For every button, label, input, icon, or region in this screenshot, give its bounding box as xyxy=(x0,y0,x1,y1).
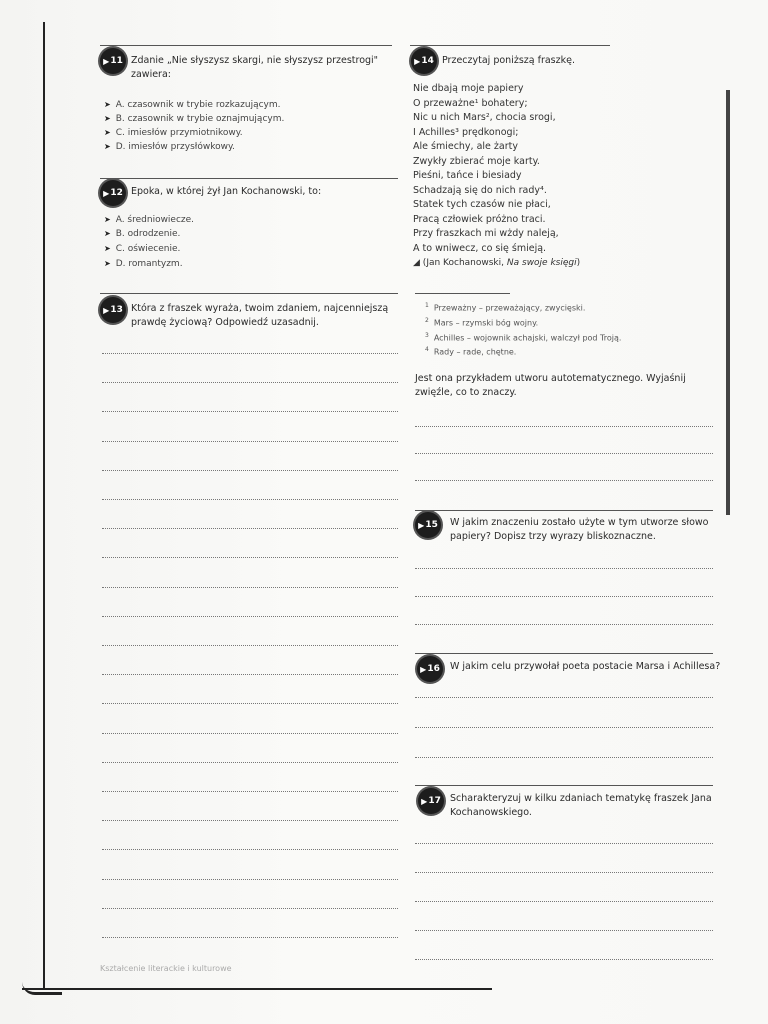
poem-line: A to wniwecz, co się śmieją. xyxy=(413,242,547,254)
q14-number-badge: ▶ 14 xyxy=(411,48,437,74)
answer-line[interactable] xyxy=(415,596,713,597)
q16-number-badge: ▶ 16 xyxy=(417,656,443,682)
answer-line[interactable] xyxy=(415,959,713,960)
answer-line[interactable] xyxy=(102,470,398,471)
poem-line: Pieśni, tańce i biesiady xyxy=(413,170,522,181)
poem xyxy=(413,82,580,271)
poem-line: Przy fraszkach mi wżdy naleją, xyxy=(413,228,559,239)
answer-line[interactable] xyxy=(415,930,713,931)
play-arrow-icon: ▶ xyxy=(421,796,428,806)
answer-line[interactable] xyxy=(102,645,398,646)
play-arrow-icon: ▶ xyxy=(420,664,427,674)
poem-line: Schadzają się do nich rady⁴. xyxy=(413,184,547,196)
q11-option-d[interactable]: ➤ D. imiesłów przysłówkowy. xyxy=(104,142,235,152)
q12-option-d[interactable]: ➤ D. romantyzm. xyxy=(104,259,183,269)
answer-line[interactable] xyxy=(415,453,713,454)
q13-top-rule xyxy=(100,293,398,294)
answer-line[interactable] xyxy=(102,791,398,792)
footnote: $^4$ Rady – rade, chętne. xyxy=(425,346,517,357)
poem-line: Statek tych czasów nie płaci, xyxy=(413,199,551,210)
option-arrow-icon: ➤ xyxy=(104,229,111,238)
option-arrow-icon: ➤ xyxy=(104,244,111,253)
answer-line[interactable] xyxy=(102,703,398,704)
q17-top-rule xyxy=(415,785,713,786)
q12-option-b[interactable]: ➤ B. odrodzenie. xyxy=(104,229,181,239)
poem-line: Zwykły zbierać moje karty. xyxy=(413,155,540,167)
q15-number-badge: ▶ 15 xyxy=(415,512,441,538)
bottom-rule xyxy=(22,988,492,990)
answer-line[interactable] xyxy=(102,762,398,763)
play-arrow-icon: ▶ xyxy=(418,520,425,530)
bottom-rule-curl xyxy=(22,982,62,995)
answer-line[interactable] xyxy=(102,733,398,734)
q13-question: Która z fraszek wyraża, twoim zdaniem, najcenniejszą prawdę życiową? Odpowiedź uzasadnij. xyxy=(131,303,389,328)
q14-task: Jest ona przykładem utworu autotematycznego. Wyjaśnij zwięźle, co to znaczy. xyxy=(415,373,686,398)
q11-top-rule xyxy=(100,45,392,46)
option-arrow-icon: ➤ xyxy=(104,259,111,268)
q12-option-c[interactable]: ➤ C. oświecenie. xyxy=(104,244,181,254)
option-arrow-icon: ➤ xyxy=(104,142,111,151)
answer-line[interactable] xyxy=(102,528,398,529)
q11-question: Zdanie „Nie słyszysz skargi, nie słyszysz przestrogi" zawiera: xyxy=(131,55,379,80)
poem-line: Nie dbają moje papiery xyxy=(413,83,524,94)
answer-line[interactable] xyxy=(102,616,398,617)
answer-line[interactable] xyxy=(415,568,713,569)
footnote-rule xyxy=(415,293,510,294)
answer-line[interactable] xyxy=(102,587,398,588)
q11-option-b[interactable]: ➤ B. czasownik w trybie oznajmującym. xyxy=(104,114,285,124)
play-arrow-icon: ▶ xyxy=(103,56,110,66)
footnote: $^1$ Przeważny – przeważający, zwycięski. xyxy=(425,302,586,313)
play-arrow-icon: ▶ xyxy=(103,305,110,315)
answer-line[interactable] xyxy=(415,624,713,625)
answer-line[interactable] xyxy=(102,441,398,442)
q16-question: W jakim celu przywołał poeta postacie Marsa i Achillesa? xyxy=(450,661,721,672)
q15-question: W jakim znaczeniu zostało użyte w tym utworze słowo papiery? Dopisz trzy wyrazy bliskoznaczne. xyxy=(450,517,709,542)
source-marker-icon: ◢ xyxy=(413,258,423,268)
q11-number-badge: ▶ 11 xyxy=(100,48,126,74)
answer-line[interactable] xyxy=(415,426,713,427)
answer-line[interactable] xyxy=(415,480,713,481)
answer-line[interactable] xyxy=(102,820,398,821)
option-arrow-icon: ➤ xyxy=(104,100,111,109)
q12-number-badge: ▶ 12 xyxy=(100,180,126,206)
poem-line: Pracą człowiek próżno traci. xyxy=(413,213,546,225)
answer-line[interactable] xyxy=(102,908,398,909)
q17-question: Scharakteryzuj w kilku zdaniach tematykę fraszek Jana Kochanowskiego. xyxy=(450,793,712,818)
q16-top-rule xyxy=(415,653,713,654)
answer-line[interactable] xyxy=(102,411,398,412)
poem-source: ◢ (Jan Kochanowski, Na swoje księgi) xyxy=(413,258,581,268)
answer-line[interactable] xyxy=(102,382,398,383)
answer-line[interactable] xyxy=(102,557,398,558)
page-footer: Kształcenie literackie i kulturowe xyxy=(100,964,232,973)
option-arrow-icon: ➤ xyxy=(104,215,111,224)
answer-line[interactable] xyxy=(102,849,398,850)
answer-line[interactable] xyxy=(415,872,713,873)
footnote: $^2$ Mars – rzymski bóg wojny. xyxy=(425,317,539,328)
answer-line[interactable] xyxy=(102,879,398,880)
footnote: $^3$ Achilles – wojownik achajski, walczył pod Troją. xyxy=(425,332,622,343)
page-edge-shadow xyxy=(726,90,730,515)
poem-line: Nic u nich Mars², chocia srogi, xyxy=(413,112,556,123)
poem-line: Ale śmiechy, ale żarty xyxy=(413,141,518,152)
q12-question: Epoka, w której żył Jan Kochanowski, to: xyxy=(131,186,322,197)
play-arrow-icon: ▶ xyxy=(414,56,421,66)
answer-line[interactable] xyxy=(415,757,713,758)
margin-line xyxy=(43,22,45,990)
option-arrow-icon: ➤ xyxy=(104,114,111,123)
answer-line[interactable] xyxy=(415,727,713,728)
play-arrow-icon: ▶ xyxy=(103,188,110,198)
q14-question: Przeczytaj poniższą fraszkę. xyxy=(442,55,575,66)
q15-top-rule xyxy=(415,510,713,511)
q12-option-a[interactable]: ➤ A. średniowiecze. xyxy=(104,215,195,225)
answer-line[interactable] xyxy=(102,937,398,938)
q11-option-c[interactable]: ➤ C. imiesłów przymiotnikowy. xyxy=(104,128,243,138)
q13-number-badge: ▶ 13 xyxy=(100,297,126,323)
answer-line[interactable] xyxy=(102,353,398,354)
answer-line[interactable] xyxy=(415,901,713,902)
answer-line[interactable] xyxy=(102,499,398,500)
answer-line[interactable] xyxy=(415,697,713,698)
q17-number-badge: ▶ 17 xyxy=(418,788,444,814)
q11-option-a[interactable]: ➤ A. czasownik w trybie rozkazującym. xyxy=(104,100,281,110)
q14-top-rule xyxy=(410,45,610,46)
poem-line: I Achilles³ prędkonogi; xyxy=(413,126,519,138)
poem-line: O przeważne¹ bohatery; xyxy=(413,97,528,109)
answer-line[interactable] xyxy=(102,674,398,675)
answer-line[interactable] xyxy=(415,843,713,844)
option-arrow-icon: ➤ xyxy=(104,128,111,137)
q12-top-rule xyxy=(100,178,398,179)
